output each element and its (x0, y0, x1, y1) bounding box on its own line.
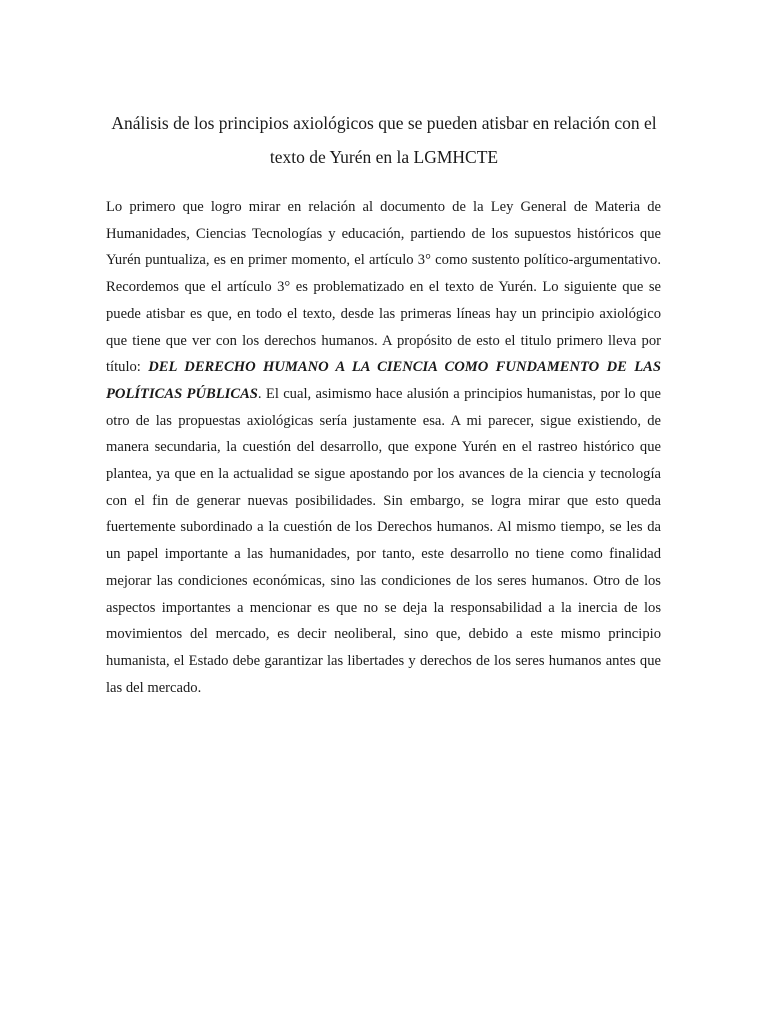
document-title-line-2: texto de Yurén en la LGMHCTE (269, 147, 499, 167)
document-title-line-1: Análisis de los principios axiológicos que se pueden atisbar en relación con el (111, 113, 657, 133)
body-paragraph (106, 194, 661, 701)
paragraph-text-after: . El cual, asimismo hace alusión a principios humanistas, por lo que otro de las propuestas axiológicas sería justamente esa. A mi parecer, sigue existiendo, de manera secundaria, la cuestión del desarrollo, que expone Yurén en el rastreo histórico que plantea, ya que en la actualidad se sigue apostando por los avances de la ciencia y tecnología con el fin de generar nuevas posibilidades. Sin embargo, se logra mirar que esto queda fuertemente subordinado a la cuestión de los Derechos humanos. Al mismo tiempo, se les da un papel importante a las humanidades, por tanto, este desarrollo no tiene como finalidad mejorar las condiciones económicas, sino las condiciones de los seres humanos. Otro de los aspectos importantes a mencionar es que no se deja la responsabilidad a la inercia de los movimientos del mercado, es decir neoliberal, sino que, debido a este mismo principio humanista, el Estado debe garantizar las libertades y derechos de los seres humanos antes que las del mercado. (106, 385, 661, 696)
paragraph-emphasis: DEL DERECHO HUMANO A LA CIENCIA COMO FUNDAMENTO DE LAS POLÍTICAS PÚBLICAS (106, 359, 661, 402)
document-title (100, 106, 668, 174)
paragraph-text-before: Lo primero que logro mirar en relación al documento de la Ley General de Materia de Humanidades, Ciencias Tecnologías y educación, partiendo de los supuestos históricos que Yurén puntualiza, es en primer momento, el artículo 3° como sustento político-argumentativo. Recordemos que el artículo 3° es problematizado en el texto de Yurén. Lo siguiente que se puede atisbar es que, en todo el texto, desde las primeras líneas hay un principio axiológico que tiene que ver con los derechos humanos. A propósito de esto el titulo primero lleva por título: (106, 199, 661, 376)
